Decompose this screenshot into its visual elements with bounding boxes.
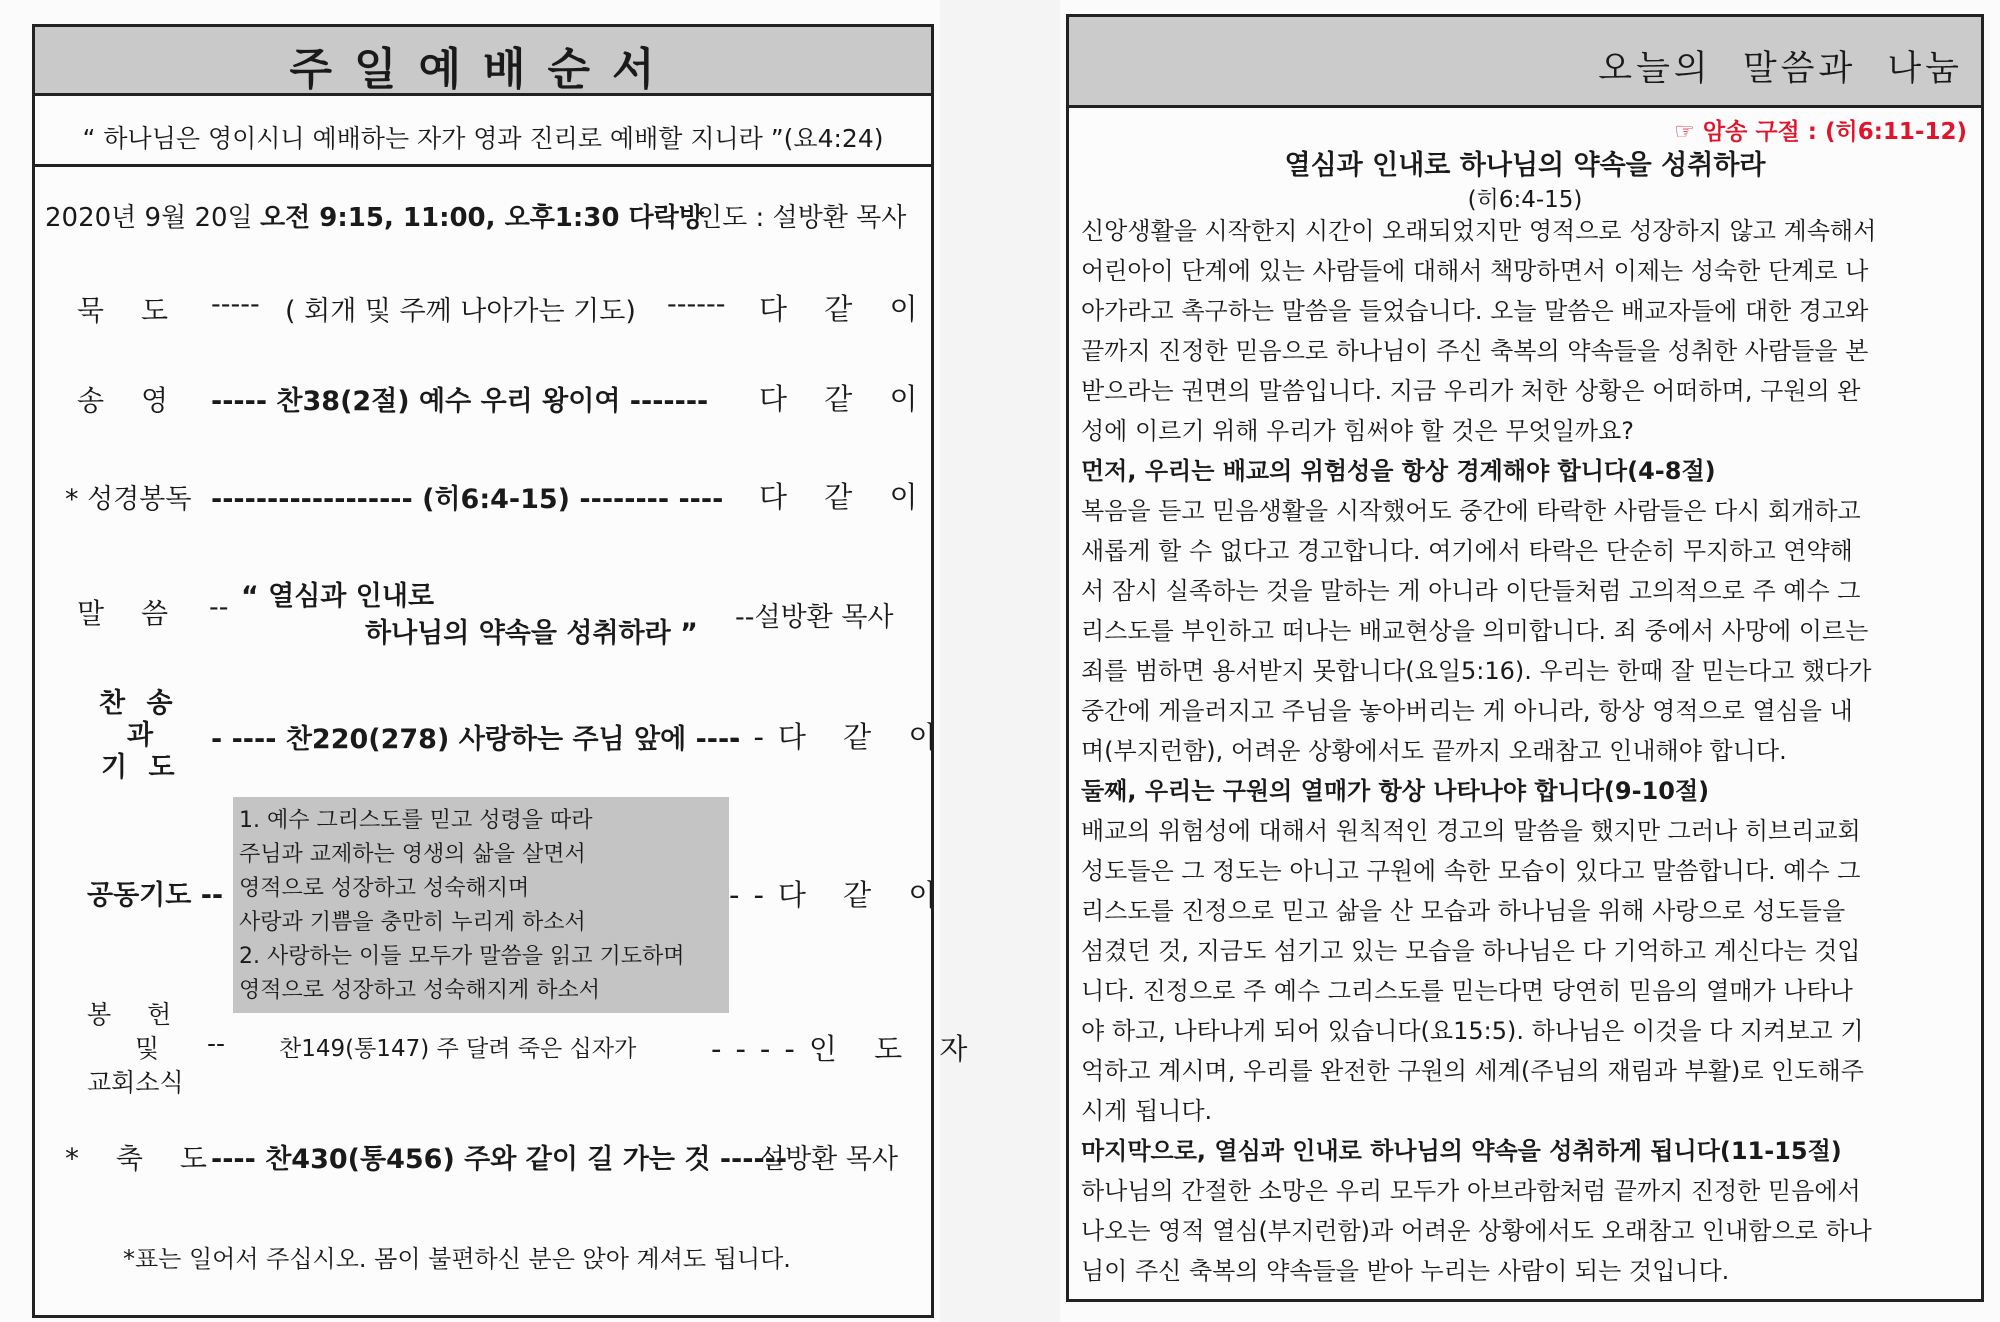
body-line: 야 하고, 나타나게 되어 있습니다(요15:5). 하나님은 이것을 다 지켜보고 기 <box>1081 1017 1864 1045</box>
sharing-reference: (히6:4-15) <box>1467 187 1583 213</box>
body-line: 새롭게 할 수 없다고 경고합니다. 여기에서 타락은 단순히 무지하고 연약해 <box>1081 537 1853 565</box>
body-line: 님이 주신 축복의 약속들을 받아 누리는 사람이 되는 것입니다. <box>1081 1257 1730 1285</box>
sermon-dash: -- <box>209 592 229 623</box>
praise-content: ----- 찬38(2절) 예수 우리 왕이여 ------- <box>211 386 709 417</box>
divider <box>35 164 931 167</box>
offering-dash: -- <box>207 1029 226 1058</box>
body-line: 리스도를 진정으로 믿고 삶을 산 모습과 하나님을 위해 사랑으로 성도들을 <box>1081 897 1846 925</box>
prayer-line: 사랑과 기쁨을 충만히 누리게 하소서 <box>239 910 586 935</box>
benediction-content: ---- 찬430(통456) 주와 같이 길 가는 것 ------ <box>211 1144 788 1175</box>
prayer-line: 주님과 교제하는 영생의 삶을 살면서 <box>239 842 586 867</box>
sharing-title: 열심과 인내로 하나님의 약속을 성취하라 <box>1284 150 1766 181</box>
offering-by: ----인 도 자 <box>711 1032 982 1066</box>
sermon-title-line-2: 하나님의 약속을 성취하라 ” <box>365 618 698 649</box>
silent-prayer-label: 묵 도 <box>77 294 182 327</box>
prayer-line: 1. 예수 그리스도를 믿고 성령을 따라 <box>239 808 593 833</box>
service-times: 오전 9:15, 11:00, 오후1:30 다락방 <box>260 203 704 233</box>
offering-label-3: 교회소식 <box>87 1068 184 1097</box>
scripture-motto: “ 하나님은 영이시니 예배하는 자가 영과 진리로 예배할 지니라 ”(요4:24) <box>82 124 884 153</box>
body-line: 끝까지 진정한 믿음으로 하나님이 주신 축복의 약속들을 성취한 사람들을 본 <box>1081 337 1869 365</box>
body-line: 하나님의 간절한 소망은 우리 모두가 아브라함처럼 끝까지 진정한 믿음에서 <box>1081 1177 1861 1205</box>
section-heading-first: 먼저, 우리는 배교의 위험성을 항상 경계해야 합니다(4-8절) <box>1081 457 1716 485</box>
sermon-preacher: --설방환 목사 <box>735 602 894 633</box>
common-prayer-by: --다 같 이 <box>729 878 951 912</box>
reading-by: 다 같 이 <box>759 480 932 514</box>
body-line: 서 잠시 실족하는 것을 말하는 게 아니라 이단들처럼 고의적으로 주 예수 그 <box>1081 577 1861 605</box>
hymn-prayer-by: --다 같 이 <box>729 720 951 754</box>
body-line: 배교의 위험성에 대해서 원칙적인 경고의 말씀을 했지만 그러나 히브리교회 <box>1081 817 1861 845</box>
body-line: 리스도를 부인하고 떠나는 배교현상을 의미합니다. 죄 중에서 사망에 이르는 <box>1081 617 1869 645</box>
reading-content: ------------------ (히6:4-15) -------- ---- <box>211 484 724 515</box>
offering-label-2: 및 <box>135 1034 160 1063</box>
hymn-prayer-label-2: 과 <box>127 720 154 751</box>
section-heading-second: 둘째, 우리는 구원의 열매가 항상 나타나야 합니다(9-10절) <box>1081 777 1710 805</box>
body-line: 신앙생활을 시작한지 시간이 오래되었지만 영적으로 성장하지 않고 계속해서 <box>1081 217 1877 245</box>
service-leader: 인도 : 설방환 목사 <box>697 203 907 233</box>
body-line: 받으라는 권면의 말씀입니다. 지금 우리가 처한 상황은 어떠하며, 구원의 완 <box>1081 377 1861 405</box>
hymn-prayer-label-1: 찬 송 <box>99 688 179 719</box>
praise-by: 다 같 이 <box>759 382 932 416</box>
sharing-header-title: 오늘의 말씀과 나눔 <box>1598 49 1963 89</box>
standing-note: *표는 일어서 주십시오. 몸이 불편하신 분은 앉아 계셔도 됩니다. <box>123 1245 791 1273</box>
worship-order-header <box>35 27 931 96</box>
body-line: 시게 됩니다. <box>1081 1097 1213 1125</box>
fold-gap <box>940 0 1060 1322</box>
benediction-by: 설방환 목사 <box>759 1144 898 1175</box>
body-line: 중간에 게을러지고 주님을 놓아버리는 게 아니라, 항상 영적으로 열심을 내 <box>1081 697 1853 725</box>
hymn-prayer-content: - ---- 찬220(278) 사랑하는 주님 앞에 ---- <box>211 724 741 755</box>
silent-prayer-by: 다 같 이 <box>759 292 932 326</box>
hymn-prayer-label-3: 기 도 <box>101 752 181 783</box>
sharing-panel <box>1066 14 1984 1302</box>
body-line: 복음을 듣고 믿음생활을 시작했어도 중간에 타락한 사람들은 다시 회개하고 <box>1081 497 1861 525</box>
offering-content: 찬149(통147) 주 달려 죽은 십자가 <box>279 1036 637 1062</box>
sharing-header <box>1069 17 1981 108</box>
body-line: 섬겼던 것, 지금도 섬기고 있는 모습을 하나님은 다 기억하고 계신다는 것입 <box>1081 937 1861 965</box>
prayer-line: 영적으로 성장하고 성숙해지게 하소서 <box>239 978 601 1003</box>
silent-prayer-dashes: ----- <box>211 289 260 320</box>
body-line: 죄를 범하면 용서받지 못합니다(요일5:16). 우리는 한때 잘 믿는다고 했다가 <box>1081 657 1872 685</box>
silent-prayer-dashes-2: ------ <box>667 289 726 320</box>
body-line: 니다. 진정으로 주 예수 그리스도를 믿는다면 당연히 믿음의 열매가 나타나 <box>1081 977 1853 1005</box>
body-line: 성도들은 그 정도는 아니고 구원에 속한 모습이 있다고 말씀합니다. 예수 그 <box>1081 857 1861 885</box>
memory-verse: ☞ 암송 구절 : (히6:11-12) <box>1674 119 1967 145</box>
body-line: 며(부지런함), 어려운 상황에서도 끝까지 오래참고 인내해야 합니다. <box>1081 737 1787 765</box>
body-line: 아가라고 촉구하는 말씀을 들었습니다. 오늘 말씀은 배교자들에 대한 경고와 <box>1081 297 1869 325</box>
section-heading-last: 마지막으로, 열심과 인내로 하나님의 약속을 성취하게 됩니다(11-15절) <box>1081 1137 1842 1165</box>
common-prayer-box <box>233 797 729 1013</box>
worship-order-title: 주일예배순서 <box>289 44 677 95</box>
common-prayer-label: 공동기도 -- <box>87 880 224 911</box>
sermon-label: 말 씀 <box>77 597 182 630</box>
body-line: 어린아이 단계에 있는 사람들에 대해서 책망하면서 이제는 성숙한 단계로 나 <box>1081 257 1869 285</box>
benediction-label: * 축 도 <box>65 1142 221 1175</box>
body-line: 나오는 영적 열심(부지런함)과 어려운 상황에서도 오래참고 인내함으로 하나 <box>1081 1217 1872 1245</box>
body-line: 억하고 계시며, 우리를 완전한 구원의 세계(주님의 재림과 부활)로 인도해주 <box>1081 1057 1864 1085</box>
silent-prayer-content: ( 회개 및 주께 나아가는 기도) <box>285 296 636 327</box>
praise-label: 송 영 <box>77 384 182 417</box>
offering-label-1: 봉 헌 <box>87 1000 186 1029</box>
prayer-line: 영적으로 성장하고 성숙해지며 <box>239 876 530 901</box>
sermon-title-line-1: “ 열심과 인내로 <box>241 581 435 612</box>
prayer-line: 2. 사랑하는 이들 모두가 말씀을 읽고 기도하며 <box>239 944 685 969</box>
service-date: 2020년 9월 20일 <box>45 203 253 233</box>
worship-order-panel <box>32 24 982 1318</box>
reading-label: * 성경봉독 <box>65 484 192 515</box>
body-line: 성에 이르기 위해 우리가 힘써야 할 것은 무엇일까요? <box>1081 417 1635 445</box>
